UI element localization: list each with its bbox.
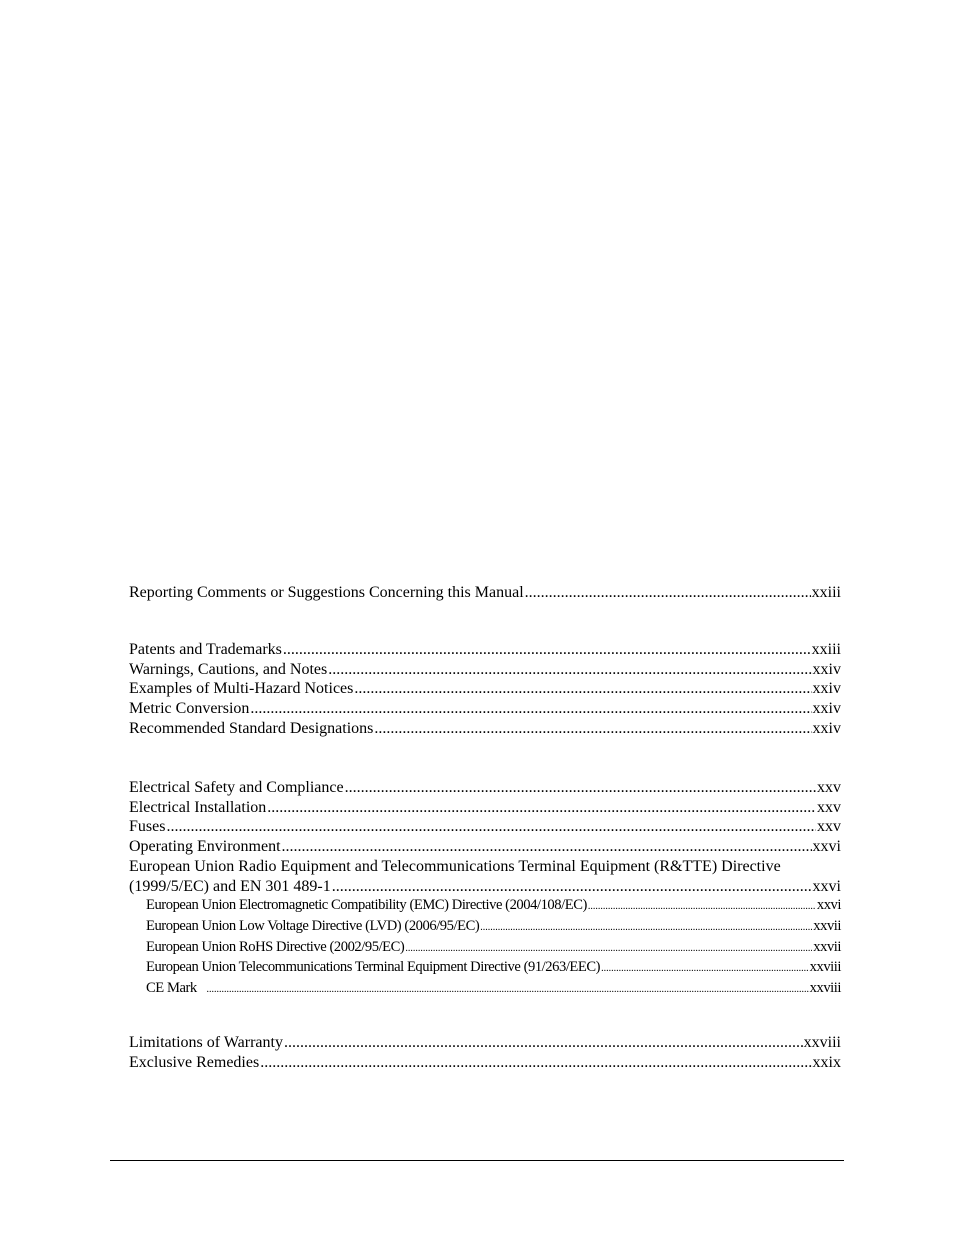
- toc-entry-page: xxvi: [812, 877, 841, 895]
- dot-leader: [480, 917, 812, 938]
- toc-entry-page: xxviii: [809, 959, 841, 976]
- toc-subentry[interactable]: [129, 938, 841, 959]
- toc-entry-rtte-line2[interactable]: [129, 877, 841, 897]
- toc-entry-title: European Union Telecommunications Terminal Equipment Directive (91/263/EEC): [146, 959, 601, 976]
- dot-leader: [374, 719, 811, 739]
- dot-leader: [601, 958, 809, 979]
- toc-entry[interactable]: [129, 817, 841, 837]
- toc-entry-title: European Union Low Voltage Directive (LVD) (2006/95/EC): [146, 917, 480, 934]
- toc-entry-page: xxvii: [813, 938, 841, 955]
- toc-entry-title: Electrical Safety and Compliance: [129, 779, 344, 796]
- toc-entry-title: CE Mark: [146, 980, 197, 997]
- dot-leader: [588, 896, 816, 917]
- dot-leader: [260, 1053, 811, 1073]
- toc-entry-title: Recommended Standard Designations: [129, 719, 374, 737]
- toc-entry-rtte-line1[interactable]: [129, 857, 841, 877]
- toc-entry-page: xxiv: [812, 700, 841, 718]
- toc-entry-title: European Union Radio Equipment and Telecommunications Terminal Equipment (R&TTE) Directive: [129, 857, 781, 875]
- toc-entry-page: xxiv: [812, 660, 841, 678]
- toc-entry[interactable]: [129, 719, 841, 739]
- toc-entry-page: xxviii: [803, 1034, 841, 1051]
- toc-entry-page: xxiii: [811, 584, 841, 601]
- dot-leader: [283, 640, 811, 660]
- toc-entry-page: xxiv: [812, 719, 841, 737]
- dot-leader: [267, 798, 816, 818]
- dot-leader: [332, 877, 812, 897]
- toc-entry-title: Operating Environment: [129, 838, 281, 856]
- toc-entry-page: xxv: [817, 798, 841, 816]
- toc-entry-title: Examples of Multi-Hazard Notices: [129, 680, 354, 698]
- toc-entry-title: Exclusive Remedies: [129, 1053, 260, 1071]
- toc-entry[interactable]: [129, 778, 841, 798]
- toc-entry-page: xxiv: [812, 680, 841, 698]
- toc-entry-page: xxvi: [812, 838, 841, 856]
- toc-entry-title: Electrical Installation: [129, 798, 267, 816]
- toc-entry[interactable]: [129, 1033, 841, 1053]
- toc-entry-title: Metric Conversion: [129, 700, 250, 718]
- toc-entry-page: xxvi: [816, 897, 841, 914]
- toc-entry-page: xxiii: [811, 641, 841, 658]
- toc-entry[interactable]: [129, 583, 841, 603]
- toc-entry-page: xxv: [817, 779, 841, 796]
- toc-entry-title: European Union Electromagnetic Compatibility (EMC) Directive (2004/108/EC): [146, 897, 587, 914]
- toc-subentry[interactable]: [129, 958, 841, 979]
- toc-group-safety: [129, 778, 841, 1000]
- toc-subentry[interactable]: [129, 896, 841, 917]
- toc-entry-page: xxvii: [813, 917, 841, 934]
- toc-subentry[interactable]: [129, 979, 841, 1000]
- toc-group-warranty: [129, 1033, 841, 1072]
- toc-entry-page: xxviii: [809, 980, 841, 997]
- toc-entry[interactable]: [129, 660, 841, 680]
- toc-entry-title: European Union RoHS Directive (2002/95/EC): [146, 938, 405, 955]
- toc-entry[interactable]: [129, 699, 841, 719]
- toc-entry-page: xxix: [812, 1053, 841, 1071]
- toc-group-preface: [129, 640, 841, 739]
- toc-entry-title: Patents and Trademarks: [129, 641, 282, 658]
- toc-entry[interactable]: [129, 640, 841, 660]
- dot-leader: [284, 1033, 803, 1053]
- dot-leader: [328, 660, 811, 680]
- toc-entry[interactable]: [129, 679, 841, 699]
- toc-subentry[interactable]: [129, 917, 841, 938]
- toc-entry-title: Warnings, Cautions, and Notes: [129, 660, 328, 678]
- toc-entry[interactable]: [129, 798, 841, 818]
- toc-entry[interactable]: [129, 837, 841, 857]
- footer-rule: [110, 1160, 844, 1161]
- dot-leader: [525, 583, 811, 603]
- toc-entry[interactable]: [129, 1053, 841, 1073]
- dot-leader: [354, 679, 811, 699]
- dot-leader: [206, 979, 808, 1000]
- toc-group-reporting: [129, 583, 841, 603]
- toc-entry-title: (1999/5/EC) and EN 301 489-1: [129, 877, 331, 895]
- toc-entry-page: xxv: [817, 818, 841, 836]
- dot-leader: [282, 837, 812, 857]
- dot-leader: [345, 778, 816, 798]
- toc-entry-title: Reporting Comments or Suggestions Concerning this Manual: [129, 584, 524, 601]
- dot-leader: [405, 938, 812, 959]
- toc-entry-title: Limitations of Warranty: [129, 1034, 283, 1051]
- dot-leader: [166, 817, 816, 837]
- dot-leader: [250, 699, 811, 719]
- toc-entry-title: Fuses: [129, 818, 166, 836]
